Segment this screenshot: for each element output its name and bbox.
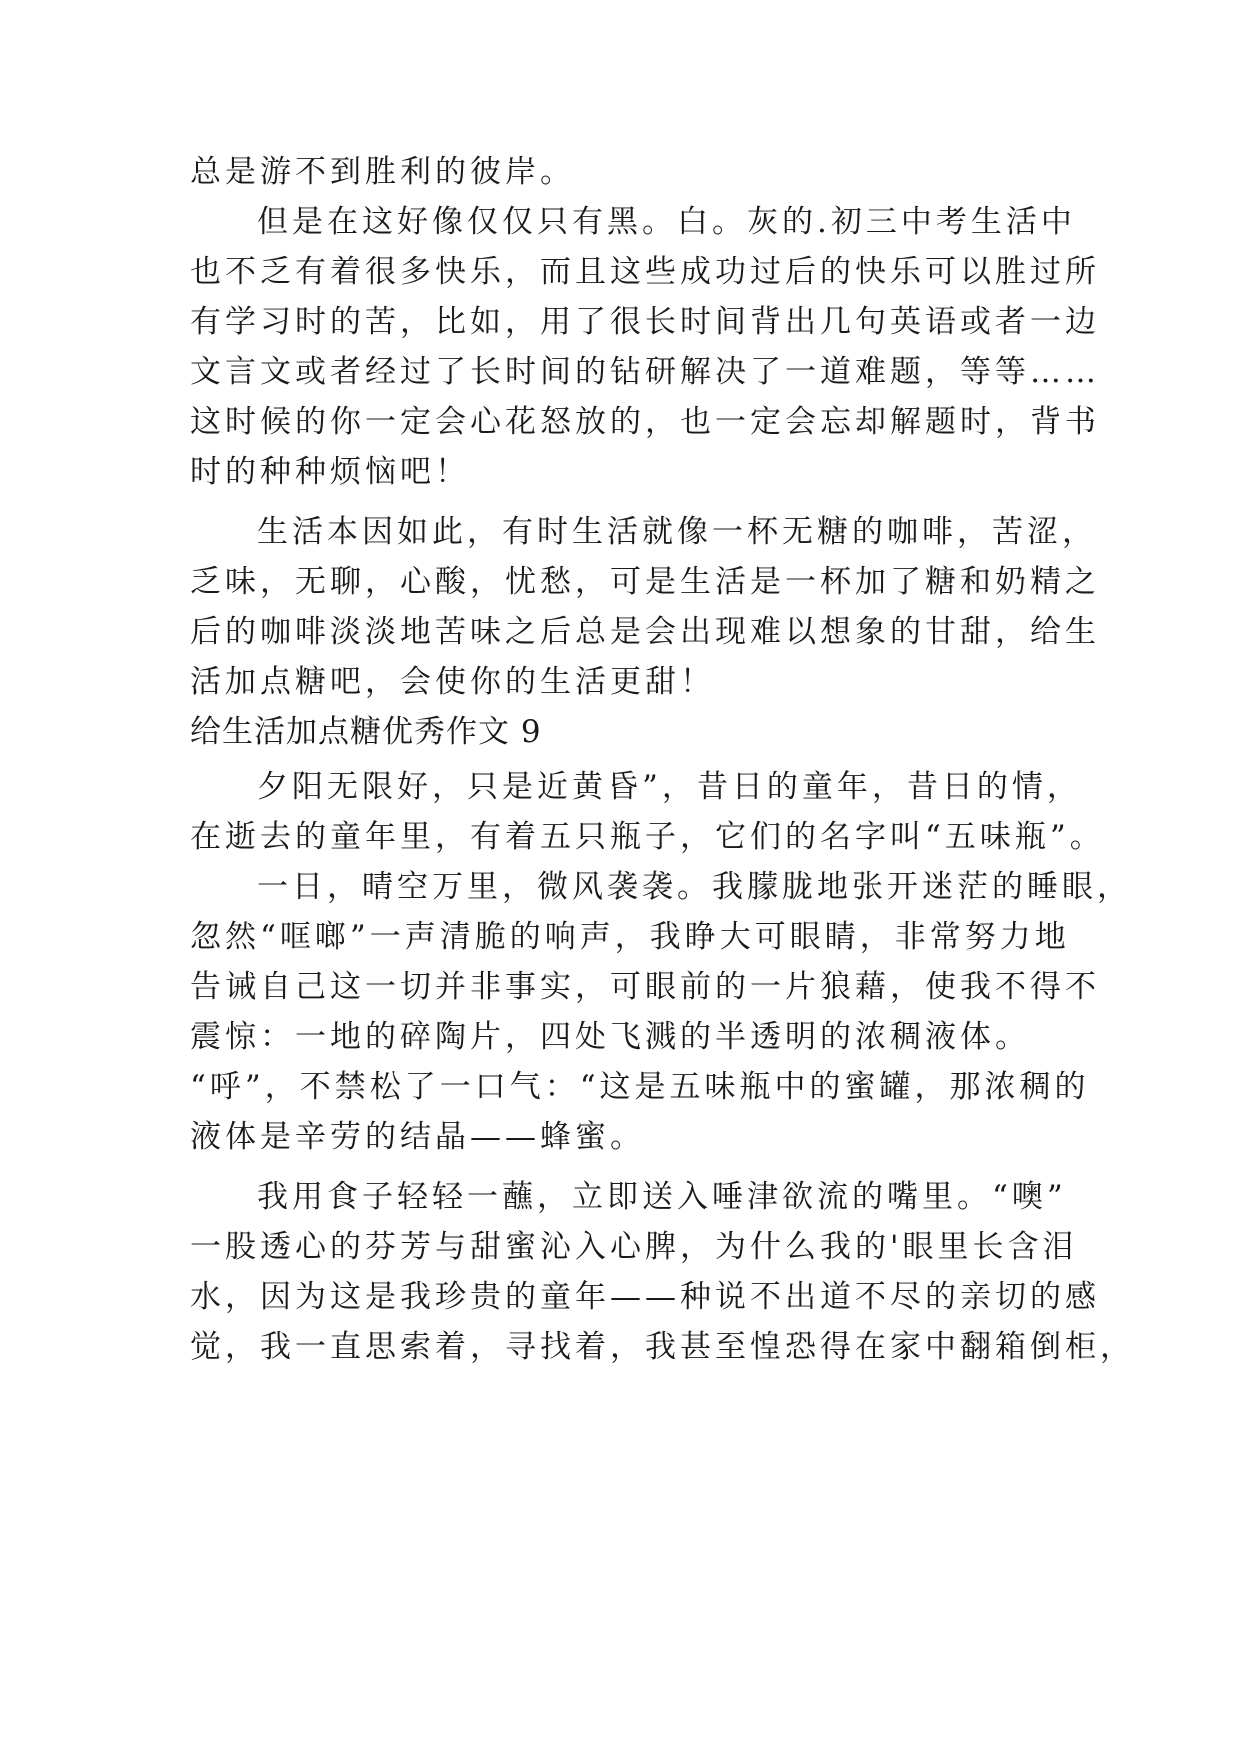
paragraph-start: 生活本因如此，有时生活就像一杯无糖的咖啡，苦涩， xyxy=(257,514,1097,550)
text-line: 水，因为这是我珍贵的童年——种说不出道不尽的亲切的感 xyxy=(190,1279,1100,1315)
text-line: 文言文或者经过了长时间的钻研解决了一道难题，等等…… xyxy=(190,354,1100,390)
text-line: 在逝去的童年里，有着五只瓶子，它们的名字叫“五味瓶”。 xyxy=(190,819,1105,855)
paragraph-start: 但是在这好像仅仅只有黑。白。灰的.初三中考生活中 xyxy=(257,204,1076,240)
text-line: 觉，我一直思索着，寻找着，我甚至惶恐得在家中翻箱倒柜， xyxy=(190,1329,1135,1365)
text-line: 后的咖啡淡淡地苦味之后总是会出现难以想象的甘甜，给生 xyxy=(190,614,1100,650)
text-line: 也不乏有着很多快乐，而且这些成功过后的快乐可以胜过所 xyxy=(190,254,1100,290)
text-line: 活加点糖吧，会使你的生活更甜！ xyxy=(190,664,715,700)
text-line: 一股透心的芬芳与甜蜜沁入心脾，为什么我的'眼里长含泪 xyxy=(190,1229,1078,1265)
text-line: 震惊：一地的碎陶片，四处飞溅的半透明的浓稠液体。 xyxy=(190,1019,1030,1055)
text-line: 这时候的你一定会心花怒放的，也一定会忘却解题时，背书 xyxy=(190,404,1100,440)
paragraph-start: 我用食子轻轻一蘸，立即送入唾津欲流的嘴里。“噢” xyxy=(257,1179,1067,1215)
text-line: 告诫自己这一切并非事实，可眼前的一片狼藉，使我不得不 xyxy=(190,969,1100,1005)
text-line: 有学习时的苦，比如，用了很长时间背出几句英语或者一边 xyxy=(190,304,1100,340)
paragraph-start: 夕阳无限好，只是近黄昏”，昔日的童年，昔日的情， xyxy=(257,769,1082,805)
paragraph-start: 一日，晴空万里，微风袭袭。我朦胧地张开迷茫的睡眼， xyxy=(257,869,1132,905)
text-line: 液体是辛劳的结晶——蜂蜜。 xyxy=(190,1119,645,1155)
section-heading: 给生活加点糖优秀作文 9 xyxy=(190,714,542,750)
text-line: “呼”，不禁松了一口气：“这是五味瓶中的蜜罐，那浓稠的 xyxy=(190,1069,1090,1105)
text-line: 乏味，无聊，心酸，忧愁，可是生活是一杯加了糖和奶精之 xyxy=(190,564,1100,600)
text-line: 总是游不到胜利的彼岸。 xyxy=(190,154,575,190)
text-line: 时的种种烦恼吧！ xyxy=(190,454,470,490)
text-line: 忽然“哐啷”一声清脆的响声，我睁大可眼睛，非常努力地 xyxy=(190,919,1070,955)
